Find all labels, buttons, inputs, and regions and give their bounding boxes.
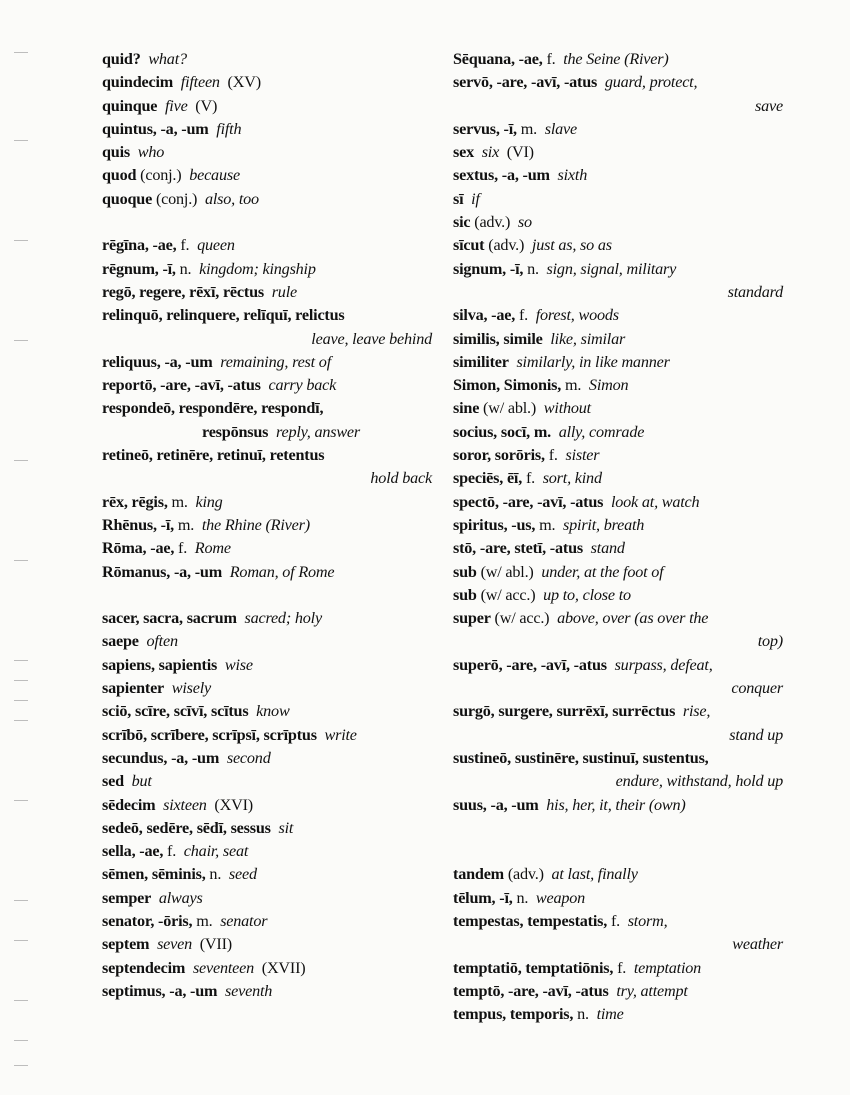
headword: tēlum, -ī, — [453, 888, 513, 907]
grammar-note: (adv.) — [488, 236, 525, 255]
grammar-note: n. — [527, 259, 539, 278]
section-gap — [453, 840, 783, 863]
definition: reply, answer — [275, 422, 361, 441]
vocab-entry — [453, 887, 783, 910]
definition: above, over (as over the — [557, 609, 709, 628]
entry-continuation — [453, 770, 783, 793]
headword: tempus, temporis, — [453, 1005, 574, 1024]
definition: often — [146, 632, 178, 651]
definition: wise — [224, 655, 253, 674]
definition: weapon — [535, 888, 586, 907]
headword: suus, -a, -um — [453, 795, 539, 814]
definition-continuation: leave, leave behind — [311, 329, 432, 348]
vocab-entry — [102, 724, 432, 747]
vocab-entry — [102, 188, 432, 211]
grammar-note: m. — [171, 492, 188, 511]
headword: signum, -ī, — [453, 259, 524, 278]
margin-mark — [14, 900, 28, 901]
headword: retineō, retinēre, retinuī, retentus — [102, 446, 325, 465]
vocab-entry — [453, 957, 783, 980]
vocab-entry — [453, 234, 783, 257]
grammar-note: n. — [179, 259, 192, 278]
vocab-entry — [102, 234, 432, 257]
vocab-entry — [453, 980, 783, 1003]
grammar-note: n. — [209, 865, 222, 884]
definition: because — [189, 166, 240, 185]
vocab-entry — [453, 584, 783, 607]
headword: sub — [453, 562, 477, 581]
headword: sciō, scīre, scīvī, scītus — [102, 702, 249, 721]
entry-continuation — [102, 467, 432, 490]
headword: surgō, surgere, surrēxī, surrēctus — [453, 702, 676, 721]
roman-numeral: (V) — [195, 96, 218, 115]
definition: senator — [220, 911, 268, 930]
definition: look at, watch — [610, 492, 700, 511]
headword: septimus, -a, -um — [102, 981, 218, 1000]
vocab-entry — [453, 444, 783, 467]
vocab-entry — [102, 397, 432, 420]
definition: sixth — [557, 166, 588, 185]
grammar-note: f. — [548, 446, 558, 465]
headword: relinquō, relinquere, relīquī, relictus — [102, 306, 345, 325]
vocabulary-column-left — [102, 48, 432, 1003]
grammar-note: (w/ abl.) — [480, 562, 534, 581]
headword: sed — [102, 772, 124, 791]
headword: rēx, rēgis, — [102, 492, 168, 511]
definition: temptation — [633, 958, 702, 977]
grammar-note: m. — [196, 911, 213, 930]
headword: secundus, -a, -um — [102, 748, 220, 767]
vocab-entry — [102, 677, 432, 700]
entry-continuation — [453, 724, 783, 747]
definition: so — [517, 213, 532, 232]
headword: quindecim — [102, 73, 174, 92]
grammar-note: (adv.) — [507, 865, 544, 884]
vocab-entry — [453, 48, 783, 71]
vocab-entry — [102, 561, 432, 584]
vocab-entry — [102, 700, 432, 723]
vocab-entry — [102, 374, 432, 397]
headword: sedeō, sedēre, sēdī, sessus — [102, 818, 271, 837]
vocab-entry — [453, 654, 783, 677]
headword: sustineō, sustinēre, sustinuī, sustentus, — [453, 748, 709, 767]
vocab-entry — [102, 164, 432, 187]
headword: sīcut — [453, 236, 485, 255]
grammar-note: f. — [546, 50, 556, 68]
definition: five — [165, 96, 188, 115]
definition: Rome — [194, 539, 231, 558]
vocab-entry — [453, 328, 783, 351]
section-gap — [453, 817, 783, 840]
headword: temptatiō, temptatiōnis, — [453, 958, 614, 977]
margin-mark — [14, 660, 28, 661]
roman-numeral: (VII) — [199, 935, 232, 954]
entry-continuation — [102, 328, 432, 351]
definition: second — [226, 748, 271, 767]
margin-mark — [14, 460, 28, 461]
definition: the Rhine (River) — [201, 515, 310, 534]
definition: who — [137, 143, 165, 162]
headword: sapienter — [102, 679, 165, 698]
definition: write — [324, 725, 357, 744]
roman-numeral: (VI) — [506, 143, 534, 162]
vocab-entry — [453, 561, 783, 584]
vocab-entry — [453, 863, 783, 886]
definition: carry back — [268, 376, 337, 395]
headword: spiritus, -us, — [453, 515, 536, 534]
headword: quis — [102, 143, 131, 162]
definition: slave — [544, 119, 577, 138]
grammar-note: (w/ acc.) — [494, 609, 550, 628]
headword: sella, -ae, — [102, 842, 164, 861]
headword: quintus, -a, -um — [102, 119, 209, 138]
headword: tandem — [453, 865, 504, 884]
headword: scrībō, scrībere, scrīpsī, scrīptus — [102, 725, 317, 744]
grammar-note: f. — [178, 539, 188, 558]
headword: quod — [102, 166, 137, 185]
definition: time — [596, 1005, 624, 1024]
headword: socius, socī, m. — [453, 422, 551, 441]
headword: speciēs, ēī, — [453, 469, 523, 488]
grammar-note: n. — [577, 1005, 589, 1024]
headword: tempestas, tempestatis, — [453, 911, 608, 930]
vocab-entry — [102, 654, 432, 677]
definition: storm, — [627, 911, 668, 930]
vocab-entry — [102, 840, 432, 863]
headword: stō, -are, stetī, -atus — [453, 539, 583, 558]
definition: forest, woods — [535, 306, 619, 325]
entry-continuation — [453, 281, 783, 304]
margin-mark — [14, 1065, 28, 1066]
headword: similis, simile — [453, 329, 543, 348]
headword: sī — [453, 189, 464, 208]
entry-continuation — [453, 933, 783, 956]
definition: Roman, of Rome — [229, 562, 335, 581]
vocab-entry — [453, 118, 783, 141]
definition: up to, close to — [543, 585, 631, 604]
definition: spirit, breath — [563, 515, 645, 534]
definition: chair, seat — [183, 842, 249, 861]
margin-mark — [14, 52, 28, 53]
definition: ally, comrade — [558, 422, 645, 441]
definition: just as, so as — [531, 236, 612, 255]
vocab-entry — [102, 910, 432, 933]
vocab-entry — [102, 141, 432, 164]
definition: sign, signal, military — [546, 259, 677, 278]
section-gap — [102, 584, 432, 607]
headword: soror, sorōris, — [453, 446, 545, 465]
definition-continuation: stand up — [729, 725, 783, 744]
headword: rēgīna, -ae, — [102, 236, 177, 255]
vocab-entry — [102, 514, 432, 537]
headword-continuation: respōnsus — [202, 422, 269, 441]
definition: rise, — [682, 702, 711, 721]
definition: Simon — [588, 376, 629, 395]
grammar-note: n. — [516, 888, 529, 907]
margin-mark — [14, 1040, 28, 1041]
definition: sit — [278, 818, 294, 837]
definition: rule — [271, 282, 297, 301]
definition-continuation: save — [755, 96, 783, 115]
vocab-entry — [102, 980, 432, 1003]
vocab-entry — [102, 351, 432, 374]
margin-mark — [14, 560, 28, 561]
headword: respondeō, respondēre, respondī, — [102, 399, 324, 418]
definition: sister — [565, 446, 600, 465]
vocab-entry — [102, 281, 432, 304]
definition: similarly, in like manner — [516, 352, 670, 371]
definition: if — [471, 189, 480, 208]
definition: seven — [157, 935, 193, 954]
definition-continuation: top) — [757, 632, 783, 651]
vocab-entry — [453, 304, 783, 327]
margin-mark — [14, 940, 28, 941]
vocab-entry — [453, 71, 783, 94]
headword: superō, -are, -avī, -atus — [453, 655, 607, 674]
definition: stand — [590, 539, 625, 558]
vocab-entry — [453, 211, 783, 234]
definition: sixteen — [163, 795, 207, 814]
vocab-entry — [453, 537, 783, 560]
definition-continuation: weather — [732, 935, 783, 954]
headword: sēdecim — [102, 795, 156, 814]
definition: also, too — [204, 189, 259, 208]
headword: quoque — [102, 189, 153, 208]
definition: his, her, it, their (own) — [546, 795, 686, 814]
definition: seed — [228, 865, 257, 884]
margin-mark — [14, 700, 28, 701]
vocab-entry — [102, 258, 432, 281]
vocab-entry — [102, 747, 432, 770]
headword: reliquus, -a, -um — [102, 352, 213, 371]
vocabulary-column-right — [453, 48, 783, 1026]
vocab-entry — [453, 491, 783, 514]
headword: servus, -ī, — [453, 119, 517, 138]
grammar-note: m. — [564, 376, 582, 395]
definition: seventeen — [192, 958, 255, 977]
margin-mark — [14, 240, 28, 241]
headword: sic — [453, 213, 471, 232]
definition: kingdom; kingship — [199, 259, 316, 278]
vocab-entry — [453, 747, 783, 770]
headword: Rōmanus, -a, -um — [102, 562, 223, 581]
headword: saepe — [102, 632, 139, 651]
definition: the Seine (River) — [563, 50, 669, 68]
definition: fifth — [216, 119, 242, 138]
definition: like, similar — [550, 329, 626, 348]
grammar-note: m. — [520, 119, 538, 138]
grammar-note: (w/ acc.) — [480, 585, 536, 604]
definition: sacred; holy — [244, 609, 322, 628]
headword: septem — [102, 935, 150, 954]
vocab-entry — [102, 304, 432, 327]
definition: remaining, rest of — [220, 352, 331, 371]
headword: similiter — [453, 352, 509, 371]
vocab-entry — [102, 444, 432, 467]
vocab-entry — [453, 467, 783, 490]
headword: semper — [102, 888, 152, 907]
definition: at last, finally — [551, 865, 638, 884]
grammar-note: (conj.) — [140, 166, 182, 185]
vocab-entry — [102, 607, 432, 630]
definition: under, at the foot of — [541, 562, 664, 581]
vocab-entry — [453, 374, 783, 397]
headword: senator, -ōris, — [102, 911, 193, 930]
vocab-entry — [453, 164, 783, 187]
vocab-entry — [102, 48, 432, 71]
margin-mark — [14, 680, 28, 681]
headword: regō, regere, rēxī, rēctus — [102, 282, 264, 301]
grammar-note: (w/ abl.) — [483, 399, 537, 418]
headword: silva, -ae, — [453, 306, 516, 325]
headword: servō, -are, -avī, -atus — [453, 73, 598, 92]
definition: without — [543, 399, 591, 418]
headword: Rōma, -ae, — [102, 539, 175, 558]
definition: king — [195, 492, 223, 511]
vocab-entry — [102, 71, 432, 94]
definition: know — [256, 702, 290, 721]
grammar-note: f. — [180, 236, 190, 255]
definition: always — [158, 888, 203, 907]
grammar-note: f. — [518, 306, 528, 325]
vocab-entry — [453, 421, 783, 444]
definition: guard, protect, — [604, 73, 698, 92]
binder-hole-marks — [14, 40, 30, 1080]
vocab-entry — [102, 95, 432, 118]
headword: super — [453, 609, 491, 628]
vocab-entry — [453, 141, 783, 164]
section-gap — [102, 211, 432, 234]
headword: sacer, sacra, sacrum — [102, 609, 237, 628]
margin-mark — [14, 800, 28, 801]
margin-mark — [14, 1000, 28, 1001]
vocab-entry — [102, 421, 432, 444]
vocab-entry — [102, 630, 432, 653]
vocab-entry — [453, 188, 783, 211]
headword: sex — [453, 143, 474, 162]
vocab-entry — [102, 491, 432, 514]
entry-continuation — [453, 630, 783, 653]
headword: Rhēnus, -ī, — [102, 515, 175, 534]
vocab-entry — [453, 1003, 783, 1026]
definition: but — [131, 772, 152, 791]
headword: spectō, -are, -avī, -atus — [453, 492, 604, 511]
grammar-note: (adv.) — [474, 213, 511, 232]
vocab-entry — [102, 863, 432, 886]
grammar-note: m. — [177, 515, 195, 534]
grammar-note: f. — [167, 842, 177, 861]
headword: rēgnum, -ī, — [102, 259, 176, 278]
headword: quinque — [102, 96, 158, 115]
headword: septendecim — [102, 958, 186, 977]
definition: sort, kind — [542, 469, 602, 488]
definition: seventh — [225, 981, 273, 1000]
vocab-entry — [102, 794, 432, 817]
headword: sextus, -a, -um — [453, 166, 550, 185]
vocab-entry — [453, 514, 783, 537]
definition-continuation: standard — [727, 282, 783, 301]
headword: quid? — [102, 50, 141, 68]
definition: try, attempt — [616, 981, 688, 1000]
roman-numeral: (XVI) — [214, 795, 253, 814]
definition: surpass, defeat, — [614, 655, 713, 674]
entry-continuation — [453, 677, 783, 700]
vocab-entry — [453, 910, 783, 933]
headword: sine — [453, 399, 480, 418]
grammar-note: f. — [525, 469, 535, 488]
vocab-entry — [453, 700, 783, 723]
grammar-note: f. — [610, 911, 620, 930]
headword: Simon, Simonis, — [453, 376, 562, 395]
definition-continuation: conquer — [731, 679, 783, 698]
definition: six — [481, 143, 500, 162]
vocab-entry — [102, 817, 432, 840]
headword: temptō, -are, -avī, -atus — [453, 981, 609, 1000]
roman-numeral: (XV) — [227, 73, 261, 92]
grammar-note: (conj.) — [155, 189, 198, 208]
headword: sēmen, sēminis, — [102, 865, 206, 884]
grammar-note: f. — [617, 958, 627, 977]
definition: queen — [197, 236, 235, 255]
vocab-entry — [102, 957, 432, 980]
entry-continuation — [453, 95, 783, 118]
vocab-entry — [453, 794, 783, 817]
headword: reportō, -are, -avī, -atus — [102, 376, 261, 395]
roman-numeral: (XVII) — [261, 958, 306, 977]
vocab-entry — [102, 537, 432, 560]
headword: sub — [453, 585, 477, 604]
definition-continuation: hold back — [370, 469, 432, 488]
vocab-entry — [102, 933, 432, 956]
definition: wisely — [171, 679, 212, 698]
definition: fifteen — [180, 73, 220, 92]
definition-continuation: endure, withstand, hold up — [615, 772, 783, 791]
headword: Sēquana, -ae, — [453, 50, 543, 68]
margin-mark — [14, 340, 28, 341]
vocab-entry — [453, 351, 783, 374]
vocab-entry — [102, 887, 432, 910]
grammar-note: m. — [539, 515, 556, 534]
margin-mark — [14, 720, 28, 721]
headword: sapiens, sapientis — [102, 655, 218, 674]
margin-mark — [14, 140, 28, 141]
vocab-entry — [102, 770, 432, 793]
vocab-entry — [102, 118, 432, 141]
vocab-entry — [453, 607, 783, 630]
definition: what? — [148, 50, 187, 68]
vocab-entry — [453, 397, 783, 420]
vocab-entry — [453, 258, 783, 281]
